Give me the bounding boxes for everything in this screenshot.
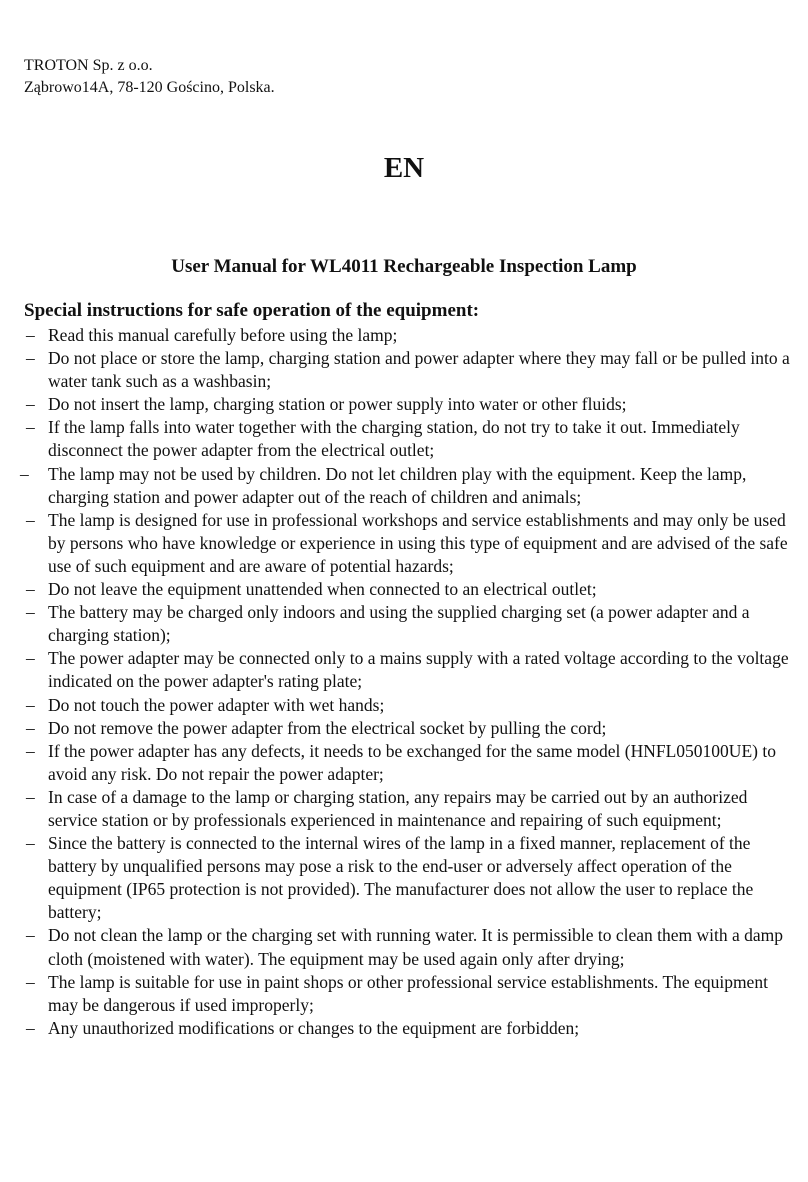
list-dash: – xyxy=(26,786,35,807)
list-item xyxy=(0,509,808,578)
list-item xyxy=(0,717,808,740)
list-item-text: In case of a damage to the lamp or charging station, any repairs may be carried out by an authorized service station or by professionals experienced in maintenance and repairing of such equipment; xyxy=(48,786,748,830)
section-heading: Special instructions for safe operation of the equipment: xyxy=(24,300,480,321)
list-dash: – xyxy=(26,602,35,623)
list-dash: – xyxy=(26,925,35,946)
list-item xyxy=(0,971,808,1017)
list-dash: – xyxy=(26,394,35,415)
list-item-text: Any unauthorized modifications or changes to the equipment are forbidden; xyxy=(48,1017,580,1038)
list-item-text: The battery may be charged only indoors and using the supplied charging set (a power adapter and a charging station); xyxy=(48,602,750,646)
list-dash: – xyxy=(26,417,35,438)
list-item xyxy=(0,832,808,924)
list-item-text: Do not insert the lamp, charging station or power supply into water or other fluids; xyxy=(48,394,627,415)
list-item xyxy=(0,578,808,601)
list-dash: – xyxy=(26,740,35,761)
list-item-text: Do not place or store the lamp, charging station and power adapter where they may fall or be pulled into a water tank such as a washbasin; xyxy=(48,348,790,392)
list-item-text: Since the battery is connected to the internal wires of the lamp in a fixed manner, replacement of the battery by unqualified persons may pose a risk to the end-user or adversely affect operation of the equipment (IP65 protection is not provided). The manufacturer does not allow the user to replace the battery; xyxy=(48,833,754,923)
list-dash: – xyxy=(26,325,35,345)
list-item xyxy=(0,924,808,970)
list-item xyxy=(0,1017,808,1040)
list-item xyxy=(0,347,808,393)
language-code: EN xyxy=(383,152,425,184)
company-name: TROTON Sp. z o.o. xyxy=(24,57,153,74)
list-dash: – xyxy=(26,348,35,369)
list-item-text: The lamp is designed for use in professional workshops and service establishments and may only be used by persons who have knowledge or experience in using this type of equipment and are advised of the safe use of such equipment and are aware of potential hazards; xyxy=(48,509,788,576)
list-dash: – xyxy=(26,648,35,669)
list-item xyxy=(0,393,808,416)
list-item xyxy=(0,786,808,832)
safety-instructions-list xyxy=(0,324,808,1040)
list-item-text: The lamp may not be used by children. Do not let children play with the equipment. Keep the lamp, charging station and power adapter out of the reach of children and animals; xyxy=(48,463,747,507)
list-item xyxy=(0,647,808,693)
company-address-block xyxy=(24,55,275,99)
list-dash: – xyxy=(26,694,35,715)
list-item-text: Do not leave the equipment unattended when connected to an electrical outlet; xyxy=(48,579,597,600)
list-item xyxy=(0,416,808,462)
list-item-text: If the lamp falls into water together with the charging station, do not try to take it out. Immediately disconnect the power adapter from the electrical outlet; xyxy=(48,417,740,461)
list-dash: – xyxy=(26,971,35,992)
list-item xyxy=(0,324,808,347)
list-dash: – xyxy=(26,579,35,600)
list-dash: – xyxy=(20,463,29,484)
list-item-text: Do not clean the lamp or the charging set with running water. It is permissible to clean them with a damp cloth (moistened with water). The equipment may be used again only after drying; xyxy=(48,925,783,969)
document-title: User Manual for WL4011 Rechargeable Inspection Lamp xyxy=(171,256,637,277)
list-item-text: Do not remove the power adapter from the electrical socket by pulling the cord; xyxy=(48,717,607,738)
list-item xyxy=(0,463,808,509)
list-item-text: The lamp is suitable for use in paint shops or other professional service establishments. The equipment may be dangerous if used improperly; xyxy=(48,971,768,1015)
list-dash: – xyxy=(26,717,35,738)
list-item-text: The power adapter may be connected only to a mains supply with a rated voltage according to the voltage indicated on the power adapter's rating plate; xyxy=(48,648,789,692)
list-dash: – xyxy=(26,509,35,530)
list-item xyxy=(0,740,808,786)
list-item-text: Read this manual carefully before using the lamp; xyxy=(48,325,398,345)
list-item-text: Do not touch the power adapter with wet hands; xyxy=(48,694,385,715)
list-dash: – xyxy=(26,833,35,854)
list-dash: – xyxy=(26,1017,35,1038)
list-item xyxy=(0,694,808,717)
company-address: Ząbrowo14A, 78-120 Gościno, Polska. xyxy=(24,79,275,96)
list-item xyxy=(0,601,808,647)
list-item-text: If the power adapter has any defects, it needs to be exchanged for the same model (HNFL050100UE) to avoid any risk. Do not repair the power adapter; xyxy=(48,740,776,784)
